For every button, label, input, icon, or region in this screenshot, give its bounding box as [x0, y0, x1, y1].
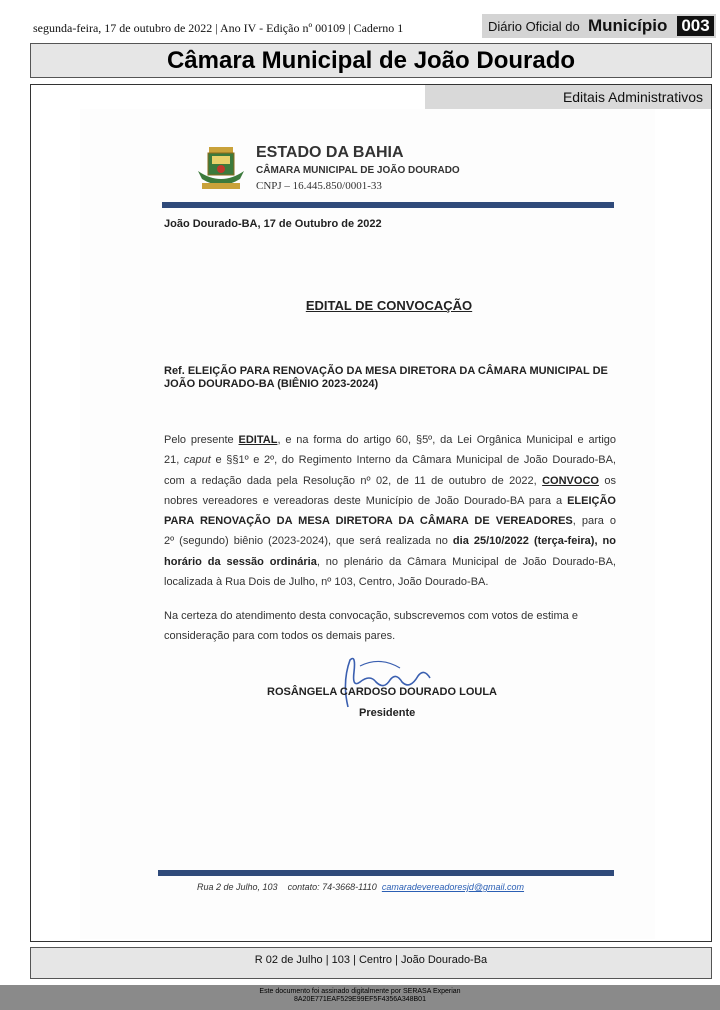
body-line — [164, 511, 616, 531]
caput-emphasis: caput — [183, 454, 211, 467]
body-line — [164, 552, 616, 572]
digital-signature-hash: 8A20E771EAF529E99EF5F4356A348B01 — [294, 996, 426, 1003]
page-title: Câmara Municipal de João Dourado — [166, 47, 576, 74]
coat-of-arms-icon — [194, 145, 248, 195]
signature-scribble-icon — [330, 652, 440, 712]
place-date: João Dourado-BA, 17 de Outubro de 2022 — [164, 218, 382, 230]
letterhead-chamber: CÂMARA MUNICIPAL DE JOÃO DOURADO — [256, 165, 460, 176]
issue-date-line: segunda-feira, 17 de outubro de 2022 | Ano IV - Edição nº 00109 | Caderno 1 — [33, 21, 404, 35]
body-line — [164, 471, 616, 491]
letterhead-cnpj: CNPJ – 16.445.850/0001-33 — [256, 180, 382, 192]
body-text: 2º (segundo) biênio (2023-2024), que será realizada no — [164, 535, 453, 548]
letterhead-state: ESTADO DA BAHIA — [256, 144, 404, 161]
body-text: 21, — [164, 454, 184, 467]
signatory-role: Presidente — [359, 707, 416, 719]
body-line — [164, 531, 616, 551]
body-text: , e na forma do artigo 60, §5º, da Lei Orgânica Municipal e artigo — [277, 434, 616, 446]
closing-paragraph: Na certeza do atendimento desta convocação, subscrevemos com votos de estima e consideração para com todos os demais pares. — [164, 610, 578, 643]
footer-contact — [197, 882, 524, 892]
footer-phone: contato: 74-3668-1110 — [287, 882, 377, 892]
footer-address: Rua 2 de Julho, 103 — [197, 882, 278, 892]
brand-name: Município — [588, 16, 668, 35]
page-number: 003 — [677, 16, 714, 36]
gazette-brand — [482, 14, 716, 38]
section-label: Editais Administrativos — [562, 89, 703, 105]
document-title: EDITAL DE CONVOCAÇÃO — [305, 298, 473, 313]
body-paragraph — [164, 430, 616, 592]
footer-rule — [158, 870, 614, 876]
address-text: R 02 de Julho | 103 | Centro | João Dourado-Ba — [254, 954, 488, 966]
digital-signature-text: Este documento foi assinado digitalmente por SERASA Experian — [259, 988, 461, 995]
reference-line: Ref. ELEIÇÃO PARA RENOVAÇÃO DA MESA DIRETORA DA CÂMARA MUNICIPAL DE JOÃO DOURADO-BA (BIÊNIO 2023-2024) — [164, 365, 608, 390]
body-line — [164, 450, 616, 470]
edital-emphasis: EDITAL — [238, 434, 278, 446]
body-text: os — [598, 474, 616, 487]
footer-email-link[interactable]: camaradevereadoresjd@gmail.com — [381, 882, 525, 892]
body-bold: dia 25/10/2022 (terça-feira), no — [452, 535, 616, 548]
section-tab — [425, 85, 711, 109]
body-text: nobres vereadores e vereadoras deste Município de João Dourado-BA para a — [164, 494, 568, 507]
body-bold: PARA RENOVAÇÃO DA MESA DIRETORA DA CÂMARA DE VEREADORES — [164, 515, 573, 528]
body-text: , para o — [572, 515, 616, 528]
body-text: Pelo presente — [164, 434, 239, 446]
header-rule — [162, 202, 614, 208]
body-bold: ELEIÇÃO — [567, 494, 616, 507]
address-bar — [30, 947, 712, 979]
body-line — [164, 491, 616, 511]
brand-prefix: Diário Oficial do — [488, 19, 580, 34]
convoco-emphasis: CONVOCO — [542, 474, 599, 487]
body-line: localizada à Rua Dois de Julho, nº 103, Centro, João Dourado-BA. — [164, 576, 489, 589]
body-line — [164, 430, 616, 450]
digital-signature-bar — [0, 985, 720, 1010]
masthead — [0, 0, 720, 40]
body-text: com a redação dada pela Resolução nº 02, de 11 de outubro de 2022, — [164, 474, 543, 487]
body-text: , no plenário da Câmara Municipal de João Dourado-BA, — [316, 555, 616, 568]
signatory-name: ROSÂNGELA CARDOSO DOURADO LOULA — [267, 686, 497, 698]
body-text: e §§1º e 2º, do Regimento Interno da Câmara Municipal de João Dourado-BA, — [210, 454, 616, 467]
body-bold: horário da sessão ordinária — [164, 555, 317, 568]
page-title-bar — [30, 43, 712, 78]
